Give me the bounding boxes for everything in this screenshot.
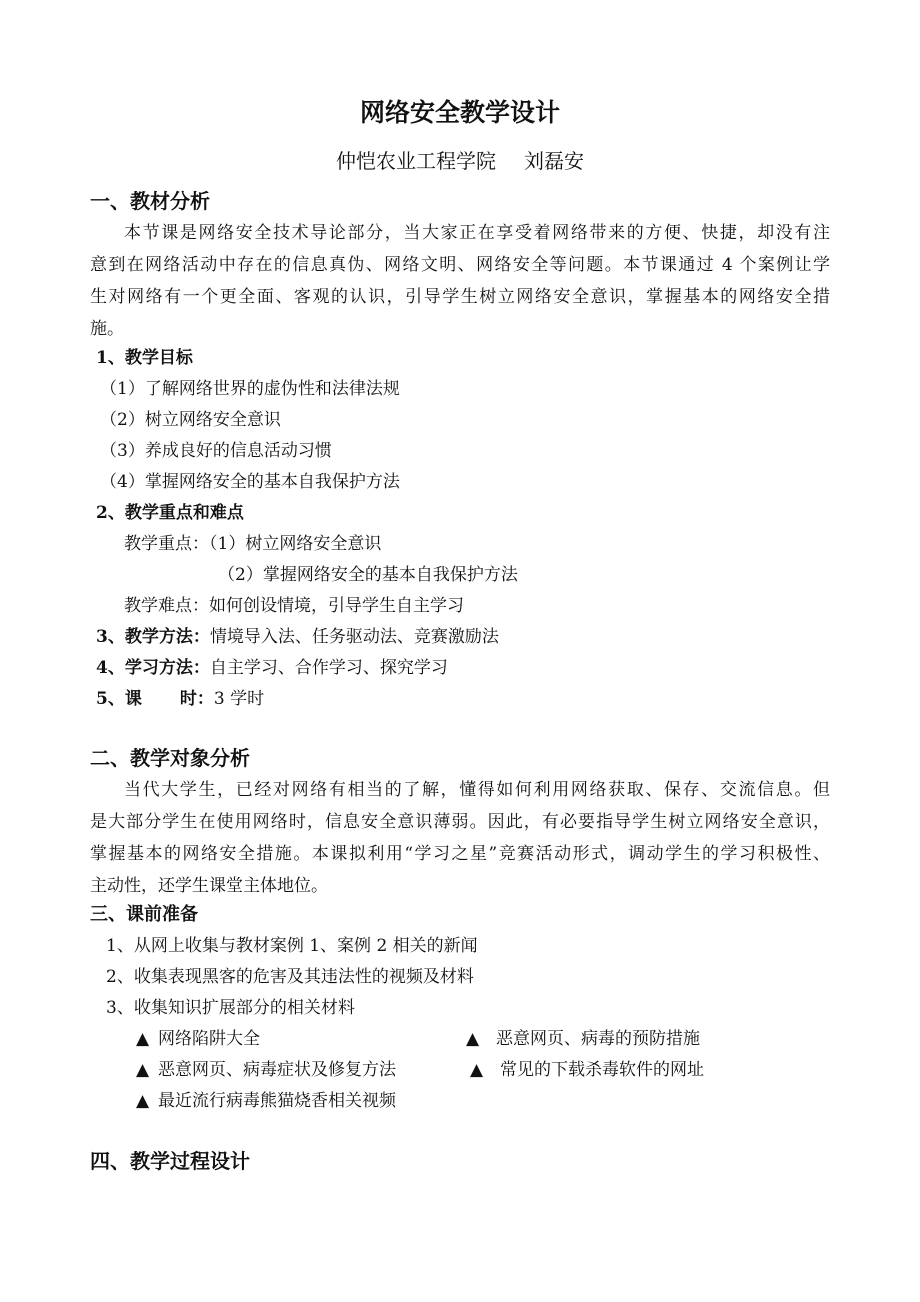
difficulty-label: 教学难点： <box>124 596 209 616</box>
triangle-bullet-icon: ▲ <box>136 1091 150 1111</box>
material-bullet <box>136 1059 396 1081</box>
material-bullet-text: 恶意网页、病毒症状及修复方法 <box>158 1060 396 1080</box>
class-hours-text: 3 学时 <box>213 689 265 709</box>
paragraph-line: 意到在网络活动中存在的信息真伪、网络文明、网络安全等问题。本节课通过 4 个案例让学 <box>90 255 830 275</box>
author-name: 刘磊安 <box>524 149 584 173</box>
preparation-item: 2、收集表现黑客的危害及其违法性的视频及材料 <box>106 967 474 987</box>
material-bullet-text: 网络陷阱大全 <box>158 1029 260 1049</box>
section-heading-student-analysis: 二、教学对象分析 <box>90 746 250 770</box>
material-bullet-text: 常见的下载杀毒软件的网址 <box>500 1060 704 1080</box>
goal-item: （1）了解网络世界的虚伪性和法律法规 <box>100 379 400 399</box>
key-point-item: （1）树立网络安全意识 <box>209 534 382 554</box>
key-point-item: （2）掌握网络安全的基本自我保护方法 <box>218 565 518 585</box>
paragraph-line: 主动性，还学生课堂主体地位。 <box>90 876 328 896</box>
triangle-bullet-icon: ▲ <box>136 1029 150 1049</box>
material-bullet <box>466 1028 700 1050</box>
study-method-line <box>96 657 448 679</box>
class-hours-label: 5、课 <box>96 689 142 709</box>
paragraph-line: 掌握基本的网络安全措施。本课拟利用“学习之星”竞赛活动形式，调动学生的学习积极性、 <box>90 844 830 864</box>
study-method-label: 4、学习方法： <box>96 658 210 678</box>
triangle-bullet-icon: ▲ <box>470 1060 484 1080</box>
paragraph-line: 是大部分学生在使用网络时，信息安全意识薄弱。因此，有必要指导学生树立网络安全意识， <box>90 812 830 832</box>
triangle-bullet-icon: ▲ <box>136 1060 150 1080</box>
key-point-label: 教学重点： <box>124 534 209 554</box>
key-point-line <box>124 533 381 555</box>
goal-item: （3）养成良好的信息活动习惯 <box>100 441 332 461</box>
class-hours-label-suffix: 时： <box>179 689 214 709</box>
author-line <box>0 148 920 174</box>
material-bullet <box>136 1028 260 1050</box>
section-heading-teaching-process: 四、教学过程设计 <box>90 1149 250 1173</box>
teaching-method-text: 情境导入法、任务驱动法、竞赛激励法 <box>209 627 499 647</box>
triangle-bullet-icon: ▲ <box>466 1029 480 1049</box>
author-school: 仲恺农业工程学院 <box>336 149 496 173</box>
difficulty-line <box>124 595 464 617</box>
goal-item: （2）树立网络安全意识 <box>100 410 281 430</box>
difficulty-text: 如何创设情境，引导学生自主学习 <box>209 596 464 616</box>
study-method-text: 自主学习、合作学习、探究学习 <box>209 658 448 678</box>
material-bullet-text: 恶意网页、病毒的预防措施 <box>496 1029 700 1049</box>
paragraph-line: 本节课是网络安全技术导论部分，当大家正在享受着网络带来的方便、快捷，却没有注 <box>124 223 830 243</box>
class-hours-line <box>96 688 264 710</box>
preparation-item: 3、收集知识扩展部分的相关材料 <box>106 998 355 1018</box>
teaching-method-label: 3、教学方法： <box>96 627 210 647</box>
paragraph-line: 施。 <box>90 319 124 339</box>
subheading-key-points: 2、教学重点和难点 <box>96 503 244 523</box>
material-bullet <box>136 1090 396 1112</box>
section-heading-preparation: 三、课前准备 <box>90 904 198 925</box>
goal-item: （4）掌握网络安全的基本自我保护方法 <box>100 472 400 492</box>
paragraph-line: 当代大学生，已经对网络有相当的了解，懂得如何利用网络获取、保存、交流信息。但 <box>124 780 830 800</box>
preparation-item: 1、从网上收集与教材案例 1、案例 2 相关的新闻 <box>106 936 478 956</box>
material-bullet-text: 最近流行病毒熊猫烧香相关视频 <box>158 1091 396 1111</box>
teaching-method-line <box>96 626 499 648</box>
paragraph-line: 生对网络有一个更全面、客观的认识，引导学生树立网络安全意识，掌握基本的网络安全措 <box>90 287 830 307</box>
document-title: 网络安全教学设计 <box>359 98 560 127</box>
material-bullet <box>470 1059 704 1081</box>
subheading-teaching-goals: 1、教学目标 <box>96 348 193 368</box>
section-heading-textbook-analysis: 一、教材分析 <box>90 189 210 213</box>
